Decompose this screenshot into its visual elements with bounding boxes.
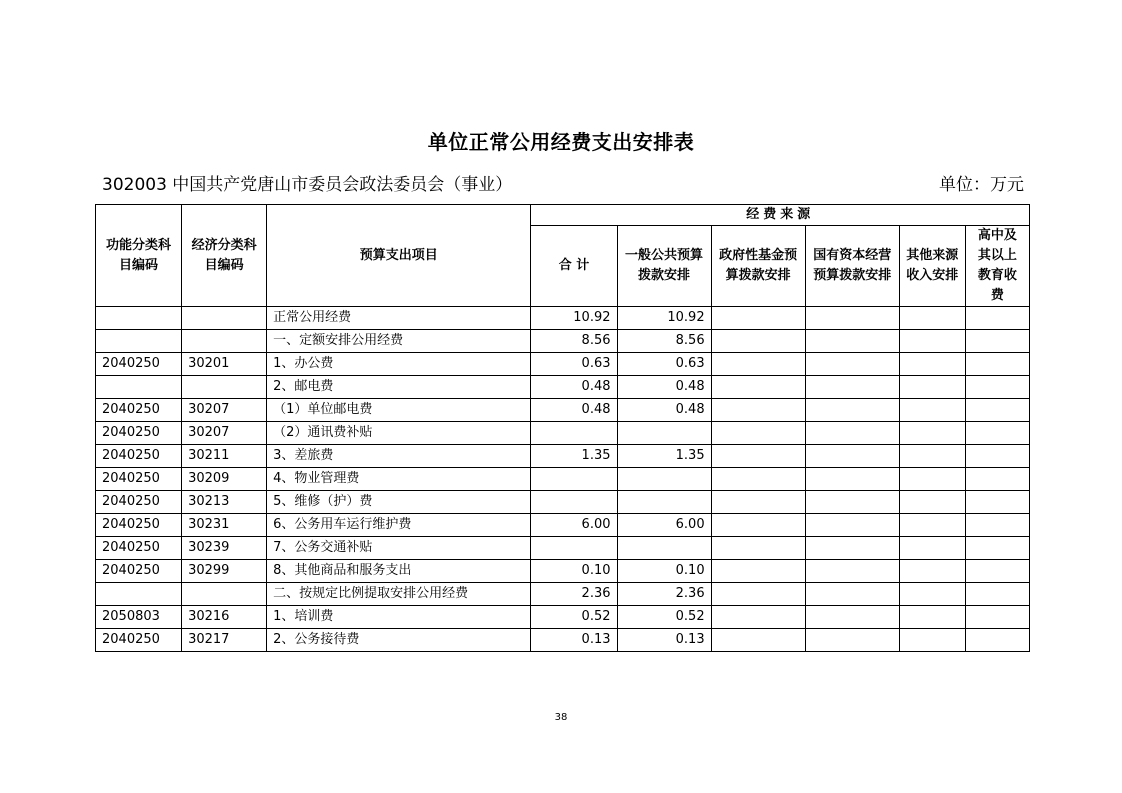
gov-fund-cell bbox=[711, 514, 805, 537]
table-row bbox=[96, 606, 1030, 629]
item-cell: （2）通讯费补贴 bbox=[267, 422, 531, 445]
table-row bbox=[96, 583, 1030, 606]
table-row bbox=[96, 422, 1030, 445]
other-income-cell bbox=[899, 629, 965, 652]
total-cell: 8.56 bbox=[531, 330, 617, 353]
gov-fund-cell bbox=[711, 537, 805, 560]
other-income-cell bbox=[899, 491, 965, 514]
total-cell bbox=[531, 422, 617, 445]
func-code-cell: 2040250 bbox=[96, 629, 182, 652]
page-number: 38 bbox=[554, 712, 568, 723]
education-fee-cell bbox=[965, 307, 1029, 330]
state-capital-cell bbox=[805, 468, 899, 491]
other-income-cell bbox=[899, 537, 965, 560]
header-item: 预算支出项目 bbox=[267, 205, 531, 307]
func-code-cell: 2050803 bbox=[96, 606, 182, 629]
education-fee-cell bbox=[965, 560, 1029, 583]
econ-code-cell: 30201 bbox=[182, 353, 267, 376]
econ-code-cell bbox=[182, 307, 267, 330]
general-budget-cell: 8.56 bbox=[617, 330, 711, 353]
gov-fund-cell bbox=[711, 307, 805, 330]
item-cell: 正常公用经费 bbox=[267, 307, 531, 330]
education-fee-cell bbox=[965, 491, 1029, 514]
econ-code-cell: 30207 bbox=[182, 422, 267, 445]
table-body bbox=[96, 307, 1030, 652]
state-capital-cell bbox=[805, 537, 899, 560]
state-capital-cell bbox=[805, 491, 899, 514]
education-fee-cell bbox=[965, 422, 1029, 445]
econ-code-cell: 30207 bbox=[182, 399, 267, 422]
table-row bbox=[96, 330, 1030, 353]
other-income-cell bbox=[899, 445, 965, 468]
func-code-cell: 2040250 bbox=[96, 491, 182, 514]
general-budget-cell: 10.92 bbox=[617, 307, 711, 330]
expense-table bbox=[95, 204, 1030, 652]
header-gov-fund: 政府性基金预算拨款安排 bbox=[711, 226, 805, 307]
econ-code-cell: 30213 bbox=[182, 491, 267, 514]
state-capital-cell bbox=[805, 514, 899, 537]
func-code-cell: 2040250 bbox=[96, 468, 182, 491]
total-cell: 6.00 bbox=[531, 514, 617, 537]
other-income-cell bbox=[899, 307, 965, 330]
general-budget-cell bbox=[617, 537, 711, 560]
total-cell: 0.63 bbox=[531, 353, 617, 376]
state-capital-cell bbox=[805, 307, 899, 330]
total-cell: 0.48 bbox=[531, 376, 617, 399]
table-row bbox=[96, 353, 1030, 376]
table-row bbox=[96, 307, 1030, 330]
education-fee-cell bbox=[965, 514, 1029, 537]
table-row bbox=[96, 537, 1030, 560]
gov-fund-cell bbox=[711, 445, 805, 468]
func-code-cell bbox=[96, 583, 182, 606]
total-cell bbox=[531, 468, 617, 491]
gov-fund-cell bbox=[711, 399, 805, 422]
other-income-cell bbox=[899, 376, 965, 399]
general-budget-cell: 2.36 bbox=[617, 583, 711, 606]
general-budget-cell: 0.52 bbox=[617, 606, 711, 629]
econ-code-cell: 30217 bbox=[182, 629, 267, 652]
header-state-capital: 国有资本经营预算拨款安排 bbox=[805, 226, 899, 307]
item-cell: 2、邮电费 bbox=[267, 376, 531, 399]
state-capital-cell bbox=[805, 399, 899, 422]
other-income-cell bbox=[899, 606, 965, 629]
table-row bbox=[96, 445, 1030, 468]
func-code-cell: 2040250 bbox=[96, 353, 182, 376]
gov-fund-cell bbox=[711, 583, 805, 606]
gov-fund-cell bbox=[711, 422, 805, 445]
total-cell bbox=[531, 491, 617, 514]
header-funding-source: 经费来源 bbox=[531, 205, 1030, 226]
state-capital-cell bbox=[805, 583, 899, 606]
header-education-fee: 高中及其以上教育收费 bbox=[965, 226, 1029, 307]
header-econ-code: 经济分类科目编码 bbox=[182, 205, 267, 307]
education-fee-cell bbox=[965, 606, 1029, 629]
state-capital-cell bbox=[805, 376, 899, 399]
item-cell: 6、公务用车运行维护费 bbox=[267, 514, 531, 537]
other-income-cell bbox=[899, 422, 965, 445]
gov-fund-cell bbox=[711, 491, 805, 514]
total-cell: 1.35 bbox=[531, 445, 617, 468]
item-cell: 1、办公费 bbox=[267, 353, 531, 376]
page-title: 单位正常公用经费支出安排表 bbox=[427, 130, 695, 154]
item-cell: 1、培训费 bbox=[267, 606, 531, 629]
general-budget-cell: 0.10 bbox=[617, 560, 711, 583]
table-row bbox=[96, 468, 1030, 491]
gov-fund-cell bbox=[711, 330, 805, 353]
econ-code-cell: 30299 bbox=[182, 560, 267, 583]
education-fee-cell bbox=[965, 399, 1029, 422]
econ-code-cell: 30209 bbox=[182, 468, 267, 491]
general-budget-cell: 0.48 bbox=[617, 376, 711, 399]
education-fee-cell bbox=[965, 353, 1029, 376]
table-row bbox=[96, 399, 1030, 422]
general-budget-cell bbox=[617, 422, 711, 445]
other-income-cell bbox=[899, 353, 965, 376]
table-row bbox=[96, 514, 1030, 537]
general-budget-cell bbox=[617, 491, 711, 514]
econ-code-cell bbox=[182, 376, 267, 399]
func-code-cell bbox=[96, 376, 182, 399]
func-code-cell: 2040250 bbox=[96, 514, 182, 537]
econ-code-cell: 30239 bbox=[182, 537, 267, 560]
gov-fund-cell bbox=[711, 629, 805, 652]
header-general-budget: 一般公共预算拨款安排 bbox=[617, 226, 711, 307]
table-row bbox=[96, 560, 1030, 583]
item-cell: 一、定额安排公用经费 bbox=[267, 330, 531, 353]
education-fee-cell bbox=[965, 376, 1029, 399]
func-code-cell: 2040250 bbox=[96, 399, 182, 422]
total-cell: 10.92 bbox=[531, 307, 617, 330]
item-cell: 3、差旅费 bbox=[267, 445, 531, 468]
econ-code-cell bbox=[182, 330, 267, 353]
education-fee-cell bbox=[965, 468, 1029, 491]
general-budget-cell: 0.48 bbox=[617, 399, 711, 422]
state-capital-cell bbox=[805, 560, 899, 583]
general-budget-cell bbox=[617, 468, 711, 491]
gov-fund-cell bbox=[711, 606, 805, 629]
education-fee-cell bbox=[965, 537, 1029, 560]
currency-unit-label: 单位：万元 bbox=[939, 175, 1024, 195]
general-budget-cell: 6.00 bbox=[617, 514, 711, 537]
header-other-income: 其他来源收入安排 bbox=[899, 226, 965, 307]
gov-fund-cell bbox=[711, 376, 805, 399]
item-cell: 4、物业管理费 bbox=[267, 468, 531, 491]
item-cell: （1）单位邮电费 bbox=[267, 399, 531, 422]
state-capital-cell bbox=[805, 330, 899, 353]
total-cell: 0.48 bbox=[531, 399, 617, 422]
header-func-code: 功能分类科目编码 bbox=[96, 205, 182, 307]
func-code-cell bbox=[96, 307, 182, 330]
econ-code-cell: 30211 bbox=[182, 445, 267, 468]
other-income-cell bbox=[899, 514, 965, 537]
func-code-cell: 2040250 bbox=[96, 445, 182, 468]
other-income-cell bbox=[899, 560, 965, 583]
gov-fund-cell bbox=[711, 468, 805, 491]
state-capital-cell bbox=[805, 353, 899, 376]
total-cell: 0.10 bbox=[531, 560, 617, 583]
other-income-cell bbox=[899, 399, 965, 422]
education-fee-cell bbox=[965, 583, 1029, 606]
total-cell: 0.52 bbox=[531, 606, 617, 629]
gov-fund-cell bbox=[711, 353, 805, 376]
other-income-cell bbox=[899, 583, 965, 606]
general-budget-cell: 0.13 bbox=[617, 629, 711, 652]
func-code-cell: 2040250 bbox=[96, 560, 182, 583]
general-budget-cell: 1.35 bbox=[617, 445, 711, 468]
func-code-cell bbox=[96, 330, 182, 353]
econ-code-cell bbox=[182, 583, 267, 606]
total-cell: 2.36 bbox=[531, 583, 617, 606]
table-row bbox=[96, 491, 1030, 514]
item-cell: 2、公务接待费 bbox=[267, 629, 531, 652]
econ-code-cell: 30216 bbox=[182, 606, 267, 629]
state-capital-cell bbox=[805, 445, 899, 468]
state-capital-cell bbox=[805, 629, 899, 652]
item-cell: 8、其他商品和服务支出 bbox=[267, 560, 531, 583]
econ-code-cell: 30231 bbox=[182, 514, 267, 537]
state-capital-cell bbox=[805, 422, 899, 445]
education-fee-cell bbox=[965, 629, 1029, 652]
education-fee-cell bbox=[965, 445, 1029, 468]
gov-fund-cell bbox=[711, 560, 805, 583]
total-cell: 0.13 bbox=[531, 629, 617, 652]
table-row bbox=[96, 376, 1030, 399]
func-code-cell: 2040250 bbox=[96, 537, 182, 560]
general-budget-cell: 0.63 bbox=[617, 353, 711, 376]
other-income-cell bbox=[899, 468, 965, 491]
header-total: 合 计 bbox=[531, 226, 617, 307]
unit-name: 302003 中国共产党唐山市委员会政法委员会（事业） bbox=[102, 175, 513, 195]
func-code-cell: 2040250 bbox=[96, 422, 182, 445]
education-fee-cell bbox=[965, 330, 1029, 353]
table-row bbox=[96, 629, 1030, 652]
other-income-cell bbox=[899, 330, 965, 353]
state-capital-cell bbox=[805, 606, 899, 629]
item-cell: 二、按规定比例提取安排公用经费 bbox=[267, 583, 531, 606]
total-cell bbox=[531, 537, 617, 560]
item-cell: 5、维修（护）费 bbox=[267, 491, 531, 514]
item-cell: 7、公务交通补贴 bbox=[267, 537, 531, 560]
